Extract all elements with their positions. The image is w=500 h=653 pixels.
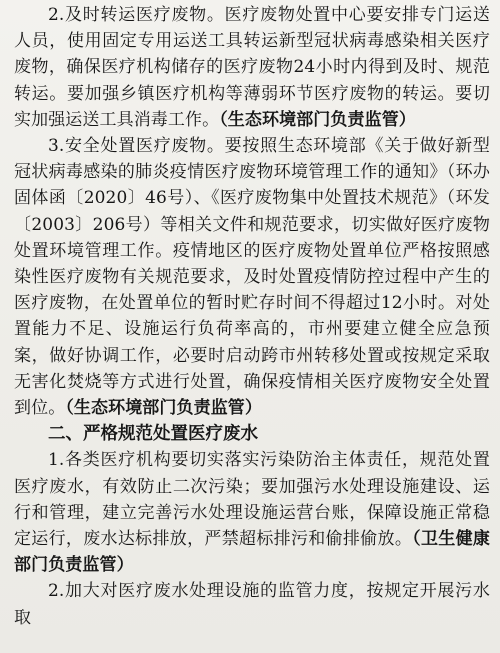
paragraph-text: 3.安全处置医疗废物。要按照生态环境部《关于做好新型冠状病毒感染的肺炎疫情医疗废物环境管理工作的通知》（环办固体函〔2020〕46号）、《医疗废物集中处置技术规范》（环发〔2003〕206号）等相关文件和规范要求，切实做好医疗废物处置环境管理工作。疫情地区的医疗废物处置单位严格按照感染性医疗废物有关规范要求，及时处置疫情防控过程中产生的医疗废物，在处置单位的暂时贮存时间不得超过12小时。对处置能力不足、设施运行负荷率高的，市州要建立健全应急预案，做好协调工作，必要时启动跨市州转移处置或按规定采取无害化焚烧等方式进行处置，确保疫情相关医疗废物安全处置到位。: [14, 136, 490, 419]
paragraph-item-2: [14, 2, 490, 133]
paragraph-text: 2.加大对医疗废水处理设施的监管力度，按规定开展污水取: [14, 581, 490, 628]
paragraph-item-3: [14, 133, 490, 421]
paragraph-sec2-item-2: [14, 578, 490, 630]
responsibility-note: （生态环境部门负责监管）: [65, 398, 263, 419]
responsibility-note: （卫生健康部门负责监管）: [14, 529, 490, 576]
responsibility-note: （生态环境部门负责监管）: [219, 109, 416, 130]
paragraph-sec2-item-1: [14, 447, 490, 578]
paragraph-text: 2.及时转运医疗废物。医疗废物处置中心要安排专门运送人员，使用固定专用运送工具转运新型冠状病毒感染相关医疗废物，确保医疗机构储存的医疗废物24小时内得到及时、规范转运。要加强乡镇医疗机构等薄弱环节医疗废物的转运。要切实加强运送工具消毒工作。: [14, 5, 490, 130]
paragraph-text: 1.各类医疗机构要切实落实污染防治主体责任，规范处置医疗废水，有效防止二次污染；要加强污水处理设施建设、运行和管理，建立完善污水处理设施运营台账，保障设施正常稳定运行，废水达标排放，严禁超标排污和偷排偷放。: [14, 450, 490, 550]
section-heading: 二、严格规范处置医疗废水: [48, 424, 258, 445]
